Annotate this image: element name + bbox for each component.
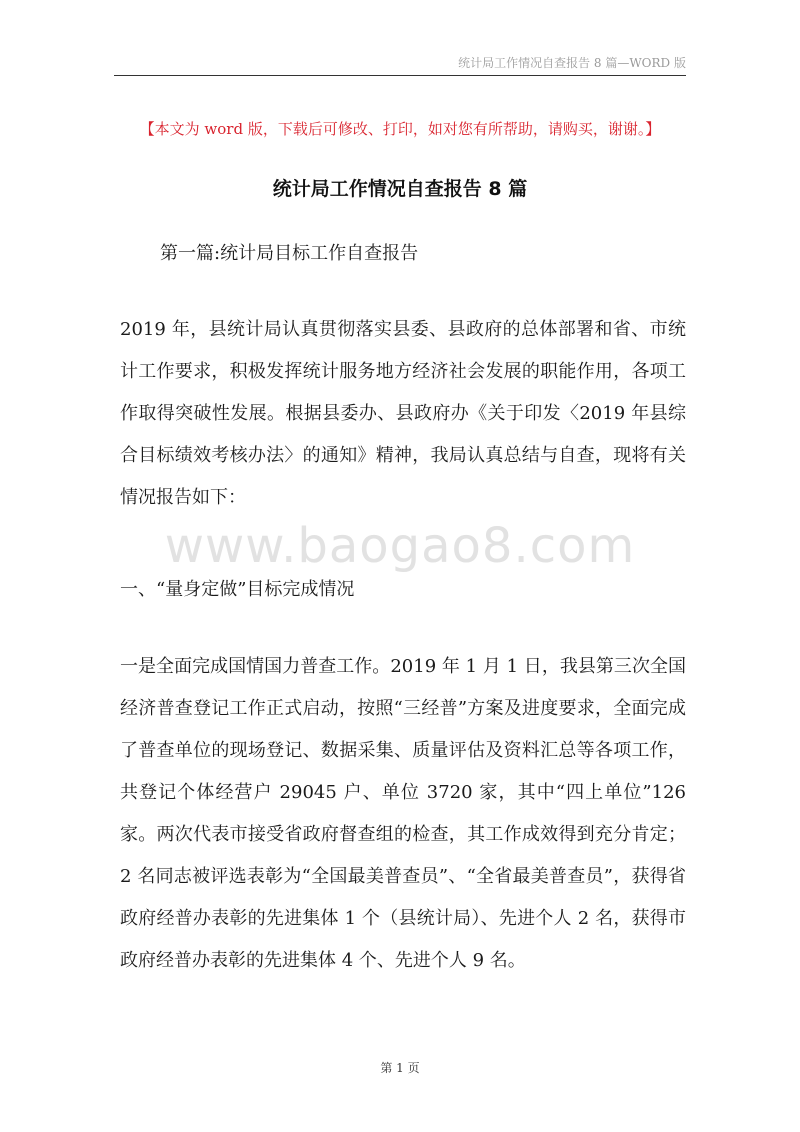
document-title: 统计局工作情况自查报告 8 篇 bbox=[272, 178, 528, 200]
section-heading: 一、“量身定做”目标完成情况 bbox=[120, 579, 355, 600]
running-header: 统计局工作情况自查报告 8 篇—WORD 版 bbox=[458, 56, 686, 70]
section-subtitle: 第一篇:统计局目标工作自查报告 bbox=[160, 243, 419, 264]
page-number: 第 1 页 bbox=[380, 1061, 420, 1075]
site-watermark: www.baogao8.com bbox=[164, 518, 636, 574]
download-notice: 【本文为 word 版，下载后可修改、打印，如对您有所帮助，请购买，谢谢。】 bbox=[139, 120, 661, 138]
header-divider bbox=[114, 75, 686, 76]
body-paragraph-census: 一是全面完成国情国力普查工作。2019 年 1 月 1 日，我县第三次全国经济普查登记工作正式启动，按照“三经普”方案及进度要求，全面完成了普查单位的现场登记、数据采集、质量评估及资料汇总等各项工作，共登记个体经营户 29045 户、单位 3720 家，其中“四上单位”126 家。两次代表市接受省政府督查组的检查，其工作成效得到充分肯定；2 名同志被评选表彰为“全国最美普查员”、“全省最美普查员”，获得省政府经普办表彰的先进集体 1 个（县统计局）、先进个人 2 名，获得市政府经普办表彰的先进集体 4 个、先进个人 9 名。 bbox=[120, 656, 686, 971]
body-paragraph-intro: 2019 年，县统计局认真贯彻落实县委、县政府的总体部署和省、市统计工作要求，积极发挥统计服务地方经济社会发展的职能作用，各项工作取得突破性发展。根据县委办、县政府办《关于印发〈2019 年县综合目标绩效考核办法〉的通知》精神，我局认真总结与自查，现将有关情况报告如下： bbox=[120, 319, 686, 508]
